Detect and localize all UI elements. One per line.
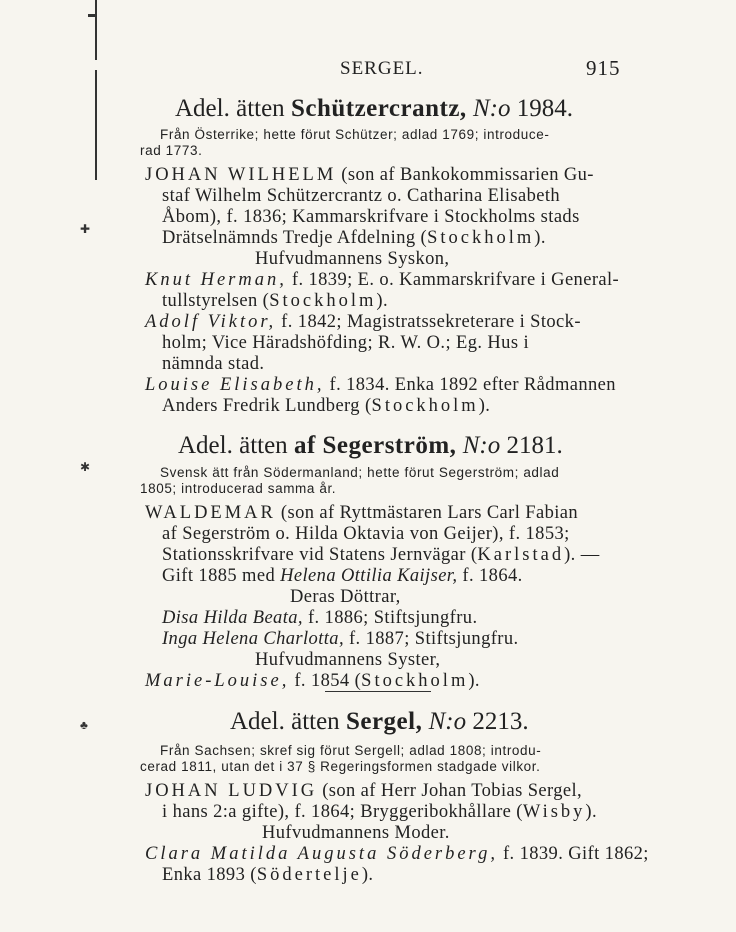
text-line: Åbom), f. 1836; Kammarskrifvare i Stockholms stads <box>162 207 580 227</box>
place-name: Stockholm <box>361 671 469 691</box>
margin-mark-icon: ♣ <box>80 718 88 732</box>
text-line: Knut Herman, f. 1839; E. o. Kammarskrifvare i General- <box>145 270 620 290</box>
title-prefix: Adel. ätten <box>230 708 346 735</box>
person-name: Helena Ottilia Kaijser, <box>280 566 458 586</box>
intro-line: Svensk ätt från Södermanland; hette förut Segerström; adlad <box>160 465 560 480</box>
subheading: Deras Döttrar, <box>290 587 401 607</box>
intro-line: rad 1773. <box>140 143 203 158</box>
text-line: WALDEMAR (son af Ryttmästaren Lars Carl Fabian <box>145 503 579 523</box>
intro-line: cerad 1811, utan det i 37 § Regeringsformen stadgade vilkor. <box>140 759 541 774</box>
person-name: Louise Elisabeth, <box>145 375 325 395</box>
family-name: Sergel, <box>345 708 423 735</box>
intro-line: 1805; introducerad samma år. <box>140 481 337 496</box>
text-line: Louise Elisabeth, f. 1834. Enka 1892 efter Rådmannen <box>145 375 616 395</box>
page-edge-tick <box>88 14 97 17</box>
text-line: Clara Matilda Augusta Söderberg, f. 1839. Gift 1862; <box>145 844 649 864</box>
margin-mark-icon: ✱ <box>80 460 91 474</box>
subheading: Hufvudmannens Moder. <box>262 823 450 843</box>
family-name: af Segerström, <box>293 432 457 459</box>
place-name: Karlstad <box>477 545 565 565</box>
number-label: N:o <box>462 432 501 459</box>
section-title <box>175 95 573 123</box>
text-line: Enka 1893 (Södertelje). <box>162 865 374 885</box>
text-line: af Segerström o. Hilda Oktavia von Geijer), f. 1853; <box>162 524 570 544</box>
intro-line: Från Österrike; hette förut Schützer; adlad 1769; introduce- <box>160 127 550 142</box>
place-name: Stockholm <box>371 396 479 416</box>
subheading: Hufvudmannens Syster, <box>255 650 441 670</box>
text-line: Marie-Louise, f. 1854 (Stockholm). <box>145 671 480 691</box>
intro-line: Från Sachsen; skref sig förut Sergell; adlad 1808; introdu- <box>160 743 542 758</box>
person-name: Clara Matilda Augusta Söderberg, <box>145 844 498 864</box>
person-name: Disa Hilda Beata, <box>162 608 303 628</box>
text-line: Inga Helena Charlotta, f. 1887; Stiftsjungfru. <box>162 629 519 649</box>
person-name: Inga Helena Charlotta, <box>162 629 344 649</box>
text-line: tullstyrelsen (Stockholm). <box>162 291 388 311</box>
page-edge-line <box>95 0 97 60</box>
family-number: 1984. <box>510 95 573 122</box>
text-line: nämnda stad. <box>162 354 265 374</box>
place-name: Södertelje <box>256 865 362 885</box>
place-name: Stockholm <box>269 291 377 311</box>
person-name: JOHAN WILHELM <box>145 165 337 185</box>
place-name: Stockholm <box>427 228 535 248</box>
subheading: Hufvudmannens Syskon, <box>255 249 450 269</box>
text-line: Gift 1885 med Helena Ottilia Kaijser, f. 1864. <box>162 566 523 586</box>
number-label: N:o <box>428 708 467 735</box>
text-line: holm; Vice Häradshöfding; R. W. O.; Eg. Hus i <box>162 333 529 353</box>
person-name: Adolf Viktor, <box>145 312 277 332</box>
text-line: JOHAN WILHELM (son af Bankokommissarien Gu- <box>145 165 594 185</box>
title-prefix: Adel. ätten <box>178 432 294 459</box>
margin-mark-icon: ✚ <box>80 222 91 236</box>
person-name: WALDEMAR <box>145 503 276 523</box>
place-name: Wisby <box>522 802 586 822</box>
person-name: Marie-Louise, <box>145 671 290 691</box>
text-line: JOHAN LUDVIG (son af Herr Johan Tobias Sergel, <box>145 781 583 801</box>
section-title <box>178 432 563 460</box>
person-name: Knut Herman, <box>145 270 287 290</box>
text-line: Drätselnämnds Tredje Afdelning (Stockholm). <box>162 228 546 248</box>
text-line: Adolf Viktor, f. 1842; Magistratssekreterare i Stock- <box>145 312 581 332</box>
family-number: 2181. <box>500 432 563 459</box>
text-line: Disa Hilda Beata, f. 1886; Stiftsjungfru. <box>162 608 478 628</box>
running-title: SERGEL. <box>340 58 424 79</box>
text-line: Stationsskrifvare vid Statens Jernvägar (Karlstad). — <box>162 545 600 565</box>
section-divider <box>325 691 431 692</box>
page-edge-line <box>95 70 97 180</box>
family-number: 2213. <box>466 708 529 735</box>
text-line: Anders Fredrik Lundberg (Stockholm). <box>162 396 491 416</box>
person-name: JOHAN LUDVIG <box>145 781 318 801</box>
page-number: 915 <box>586 56 621 80</box>
section-title <box>230 708 529 736</box>
text-line: staf Wilhelm Schützercrantz o. Catharina Elisabeth <box>162 186 561 206</box>
family-name: Schützercrantz, <box>290 95 467 122</box>
title-prefix: Adel. ätten <box>175 95 291 122</box>
number-label: N:o <box>472 95 511 122</box>
text-line: i hans 2:a gifte), f. 1864; Bryggeribokhållare (Wisby). <box>162 802 597 822</box>
